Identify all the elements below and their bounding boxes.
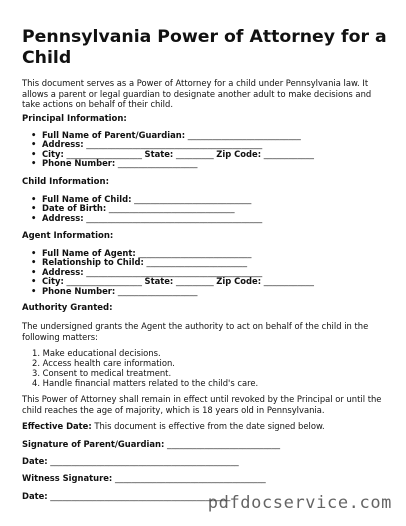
- authority-item: 4. Handle financial matters related to the child's care.: [32, 378, 259, 388]
- witness-date-field[interactable]: Date: ___________________________________________: [22, 491, 231, 501]
- agent-name-field[interactable]: • Full Name of Agent: ___________________________: [22, 249, 314, 258]
- authority-item: 3. Consent to medical treatment.: [32, 368, 172, 378]
- agent-relationship-field[interactable]: • Relationship to Child: ________________________: [22, 258, 314, 267]
- child-dob-field[interactable]: • Date of Birth: ______________________________: [22, 204, 262, 213]
- principal-address-field[interactable]: • Address: __________________________________________: [22, 140, 314, 149]
- witness-signature-field[interactable]: Witness Signature: ____________________________________: [22, 473, 266, 483]
- agent-fields: [22, 249, 314, 296]
- principal-fields: [22, 131, 314, 169]
- term-paragraph: This Power of Attorney shall remain in effect until revoked by the Principal or until the child reaches the age of majority, which is 18 years old in Pennsylvania.: [22, 394, 382, 415]
- date-field[interactable]: Date: _____________________________________________: [22, 456, 239, 466]
- authority-heading: Authority Granted:: [22, 303, 113, 313]
- child-address-field[interactable]: • Address: __________________________________________: [22, 214, 262, 223]
- authority-item: 2. Access health care information.: [32, 358, 175, 368]
- agent-address-field[interactable]: • Address: __________________________________________: [22, 268, 314, 277]
- child-fields: [22, 195, 262, 223]
- principal-heading: Principal Information:: [22, 114, 127, 124]
- intro-paragraph: This document serves as a Power of Attorney for a child under Pennsylvania law. It allows a parent or legal guardian to designate another adult to make decisions and take actions on behalf of their child.: [22, 78, 372, 110]
- signature-field[interactable]: Signature of Parent/Guardian: ___________________________: [22, 439, 281, 449]
- agent-phone-field[interactable]: • Phone Number: ___________________: [22, 287, 314, 296]
- child-name-field[interactable]: • Full Name of Child: ____________________________: [22, 195, 262, 204]
- principal-name-field[interactable]: • Full Name of Parent/Guardian: ___________________________: [22, 131, 314, 140]
- authority-paragraph: The undersigned grants the Agent the authority to act on behalf of the child in the following matters:: [22, 321, 369, 342]
- effective-date-line: Effective Date: This document is effective from the date signed below.: [22, 421, 325, 431]
- agent-city-state-zip-field[interactable]: • City: __________________ State: _________ Zip Code: ____________: [22, 277, 314, 286]
- principal-phone-field[interactable]: • Phone Number: ___________________: [22, 159, 314, 168]
- watermark: pdfdocservice.com: [207, 493, 392, 513]
- authority-item: 1. Make educational decisions.: [32, 348, 161, 358]
- page-title: Pennsylvania Power of Attorney for a Child: [22, 27, 387, 68]
- agent-heading: Agent Information:: [22, 231, 114, 241]
- principal-city-state-zip-field[interactable]: • City: __________________ State: _________ Zip Code: ____________: [22, 150, 314, 159]
- authority-list: [22, 348, 258, 388]
- child-heading: Child Information:: [22, 177, 109, 187]
